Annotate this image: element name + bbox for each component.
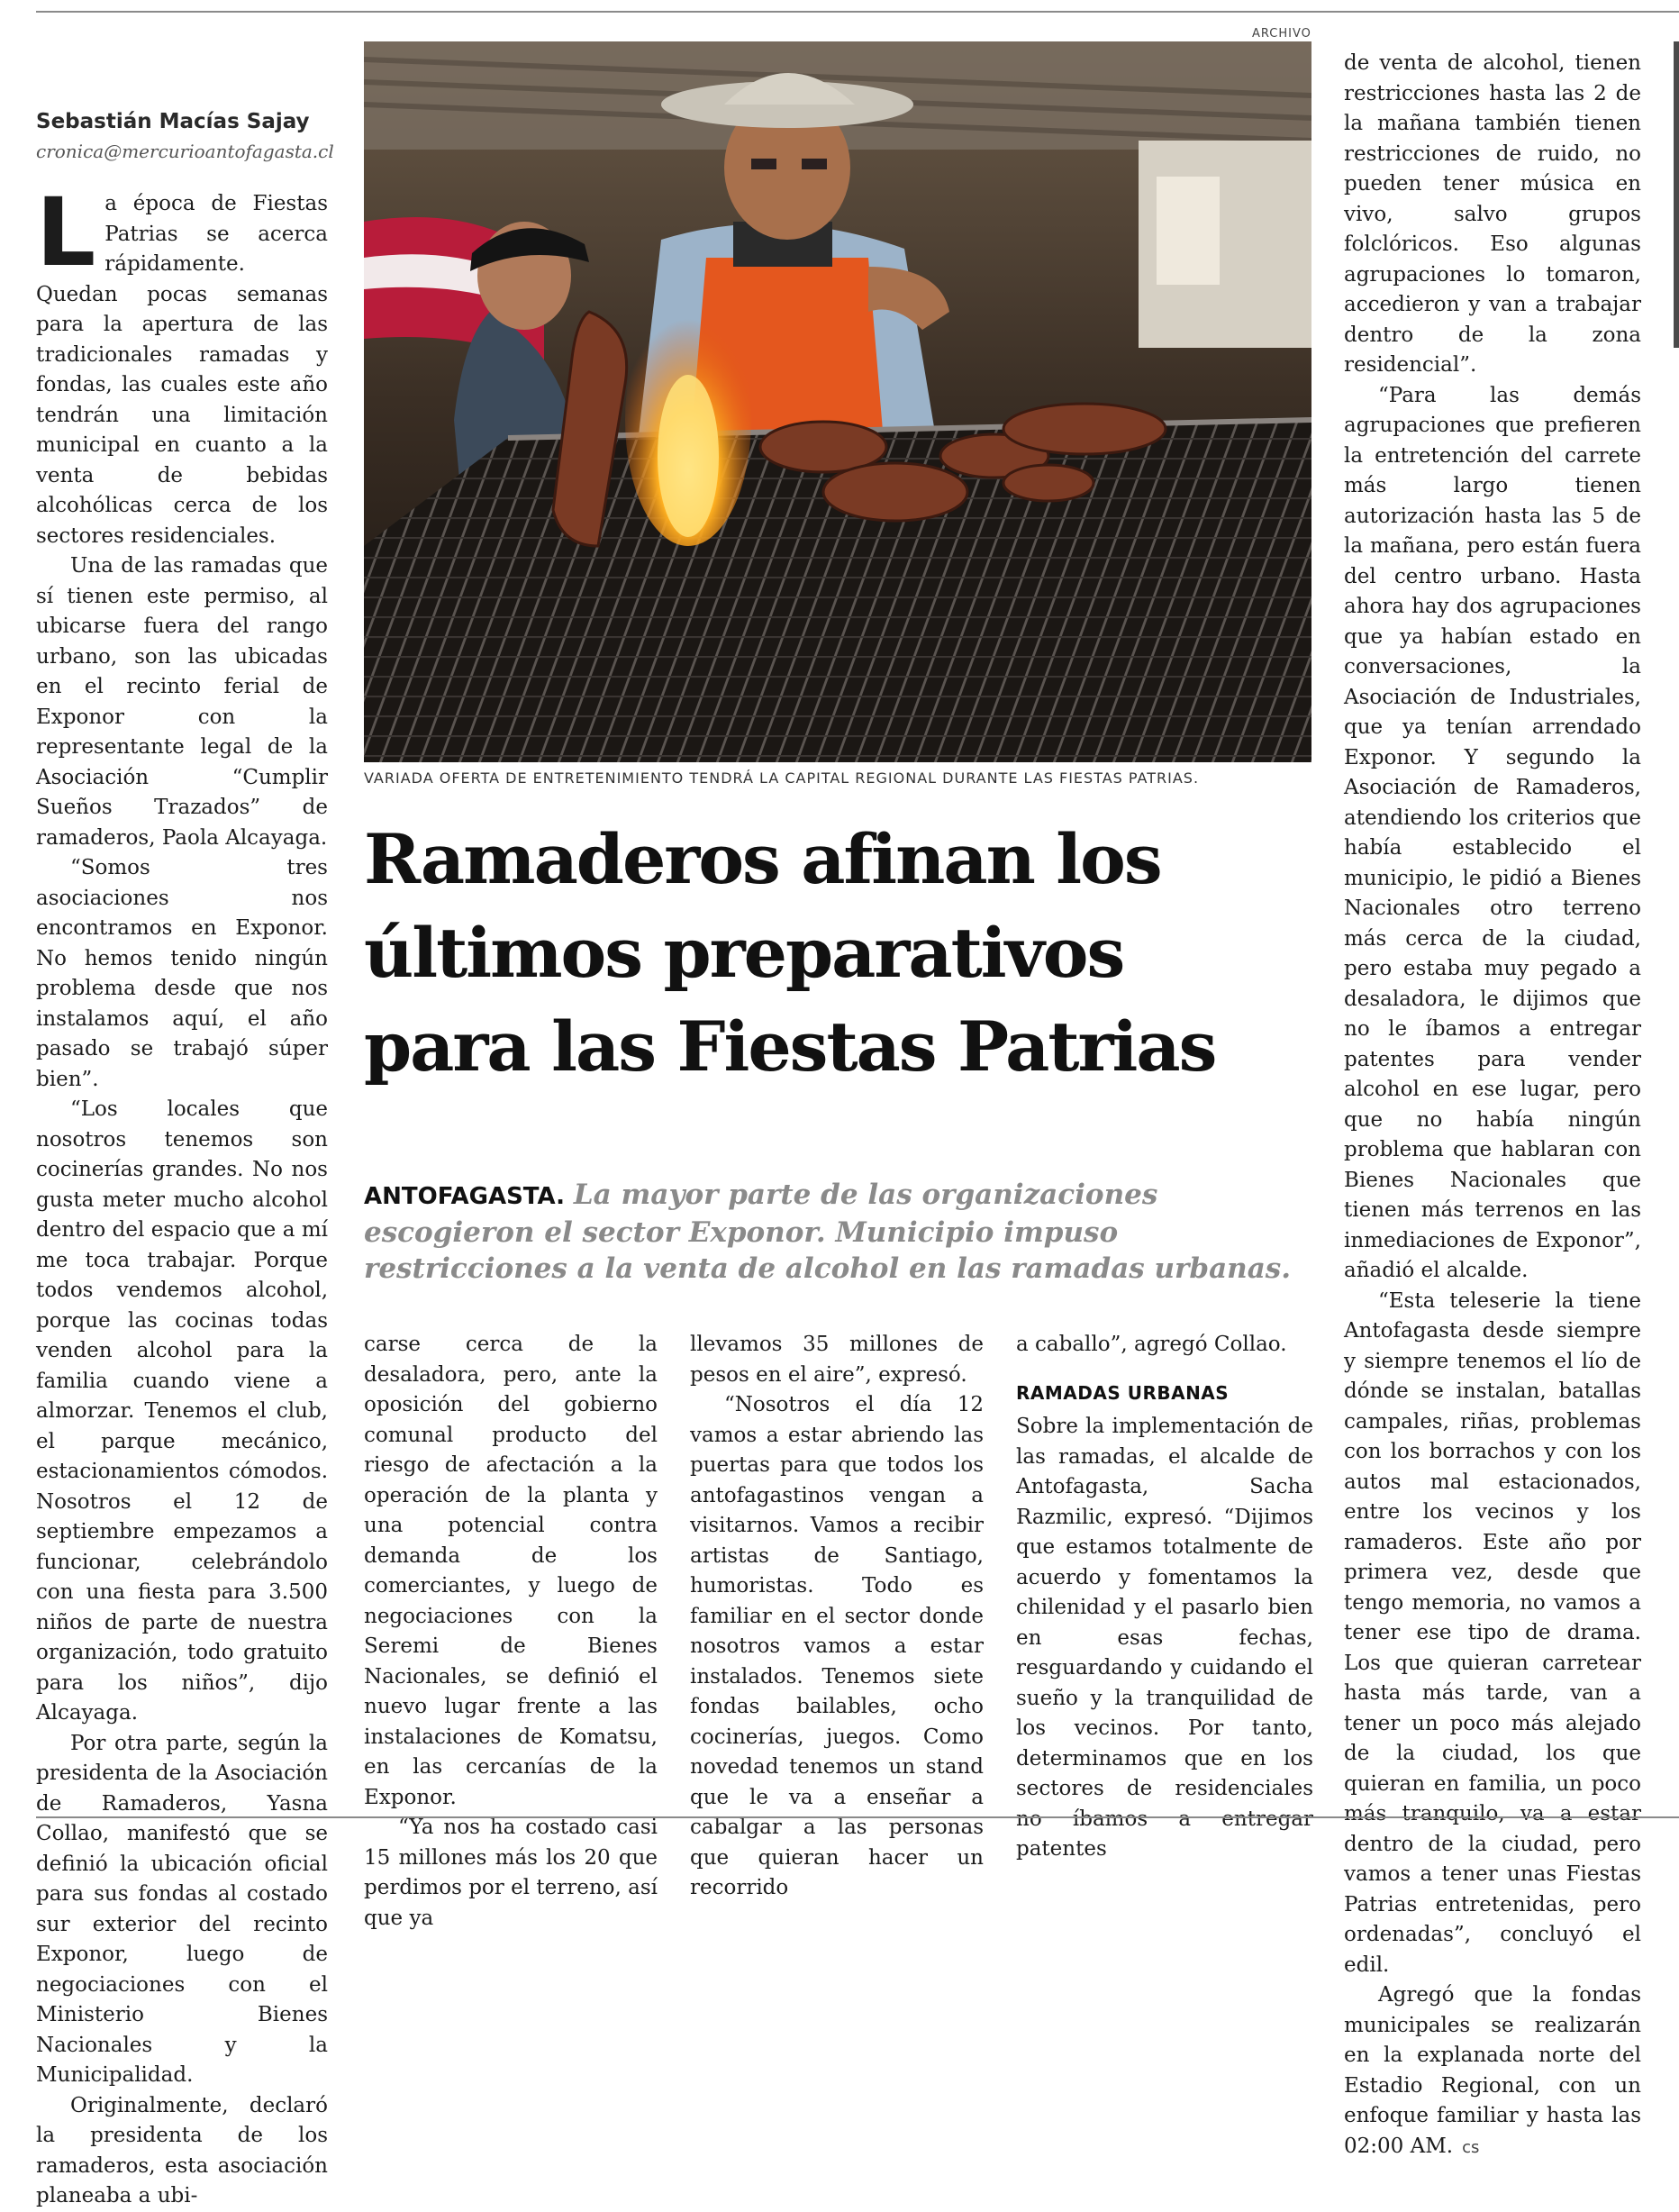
paragraph: a caballo”, agregó Collao. — [1016, 1333, 1287, 1356]
paragraph: carse cerca de la desaladora, pero, ante la oposición del gobierno comunal producto del riesgo de afectación a la operación de la planta y una potencial contra demanda de los comerciantes, y luego de negociaciones con la Seremi de Bienes Nacionales, se definió el nuevo lugar frente a las instalaciones de Komatsu, en las cercanías de la Exponor. — [364, 1333, 658, 1809]
byline-author: Sebastián Macías Sajay — [36, 110, 310, 133]
deck-text: La mayor parte de las organizaciones escogieron el sector Exponor. Municipio impuso restricciones a la venta de alcohol en las ramadas urbanas. — [364, 1179, 1292, 1285]
top-rule — [36, 11, 1679, 13]
paragraph: “Para las demás agrupaciones que prefieren la entretención del carrete más largo tienen autorización hasta las 5 de la mañana, pero están fuera del centro urbano. Hasta ahora hay dos agrupaciones que ya habían estado en conversaciones, la Asociación de Industriales, que ya tenían arrendado Exponor. Y segundo la Asociación de Ramaderos, atendiendo los criterios que había establecido el municipio, le pidió a Bienes Nacionales otro terreno más cerca de la ciudad, pero estaba muy pegado a desaladora, le dijimos que no le íbamos a entregar patentes para vender alcohol en ese lugar, pero que no había ningún problema que hablaran con Bienes Nacionales que tienen más terrenos en las inmediaciones de Exponor”, añadió el alcalde. — [1344, 383, 1641, 1282]
article-deck — [364, 1177, 1311, 1287]
paragraph: “Ya nos ha costado casi 15 millones más los 20 que perdimos por el terreno, así que ya — [364, 1816, 658, 1930]
bottom-rule — [36, 1816, 1679, 1818]
headline-line: para las Fiestas Patrias — [364, 1006, 1216, 1087]
dateline: ANTOFAGASTA. — [364, 1183, 566, 1210]
photo-caption: VARIADA OFERTA DE ENTRETENIMIENTO TENDRÁ LA CAPITAL REGIONAL DURANTE LAS FIESTAS PATRIAS. — [364, 769, 1200, 787]
paragraph: Agregó que la fondas municipales se realizarán en la explanada norte del Estadio Regional, con un enfoque familiar y hasta las 02:00 AM. cs — [1344, 1983, 1641, 2158]
photo-credit: ARCHIVO — [1252, 27, 1311, 41]
paragraph: “Los locales que nosotros tenemos son cocinerías grandes. No nos gusta meter mucho alcohol dentro del espacio que a mí me toca trabajar. Porque todos vendemos alcohol, porque las cocinas todas venden alcohol para la familia cuando viene a almorzar. Tenemos el club, el parque mecánico, estacionamientos cómodos. Nosotros el 12 de septiembre empezamos a funcionar, celebrándolo con una fiesta para 3.500 niños de parte de nuestra organización, todo gratuito para los niños”, dijo Alcayaga. — [36, 1097, 328, 1725]
lead-paragraph: La época de Fiestas Patrias se acerca rápidamente. Quedan pocas semanas para la apertura de las tradicionales ramadas y fondas, las cuales este año tendrán una limitación municipal en cuanto a la venta de bebidas alcohólicas cerca de los sectores residenciales. — [36, 178, 328, 548]
byline-email[interactable]: cronica@mercurioantofagasta.cl — [36, 141, 334, 162]
paragraph: Por otra parte, según la presidenta de la Asociación de Ramaderos, Yasna Collao, manifestó que se definió la ubicación oficial para sus fondas al costado sur exterior del recinto Exponor, luego de negociaciones con el Ministerio Bienes Nacionales y la Municipalidad. — [36, 1731, 328, 2087]
paragraph: “Somos tres asociaciones nos encontramos en Exponor. No hemos tenido ningún problema desde que nos instalamos aquí, el año pasado se trabajó súper bien”. — [36, 856, 328, 1091]
adjacent-article-edge — [1674, 41, 1679, 348]
grill-scene-illustration — [364, 41, 1311, 762]
end-of-article-icon: cs — [1462, 2137, 1480, 2157]
drop-cap: L — [36, 178, 96, 287]
headline-line: Ramaderos afinan los — [364, 819, 1161, 899]
article-column-left — [36, 178, 328, 2212]
article-column-right — [1344, 49, 1641, 2162]
paragraph: Originalmente, declaró la presidenta de los ramaderos, esta asociación planeaba a ubi- — [36, 2093, 328, 2207]
paragraph: “Esta teleserie la tiene Antofagasta desde siempre y siempre tenemos el lío de dónde se instalan, batallas campales, riñas, problemas con los borrachos y con los autos mal estacionados, entre los vecinos y los ramaderos. Este año por primera vez, desde que tengo memoria, no vamos a tener ese tipo de drama. Los que quieran carretear hasta más tarde, van a tener un poco más alejado de la ciudad, los que quieran en familia, un poco más tranquilo, va a estar dentro de la ciudad, pero vamos a tener unas Fiestas Patrias entretenidas, pero ordenadas”, concluyó el edil. — [1344, 1288, 1641, 1977]
article-photo — [364, 41, 1311, 762]
section-subhead: RAMADAS URBANAS — [1016, 1381, 1230, 1404]
paragraph: “Nosotros el día 12 vamos a estar abriendo las puertas para que todos los antofagastinos vengan a visitarnos. Vamos a recibir artistas de Santiago, humoristas. Todo es familiar en el sector donde nosotros vamos a estar instalados. Tenemos siete fondas bailables, ocho cocinerías, juegos. Como novedad tenemos un stand que le va a enseñar a cabalgar a las personas que quieran hacer un recorrido — [690, 1393, 984, 1899]
paragraph: de venta de alcohol, tienen restricciones hasta las 2 de la mañana también tienen restricciones de ruido, no pueden tener música en vivo, salvo grupos folclóricos. Eso algunas agrupaciones lo tomaron, accedieron y van a trabajar dentro de la zona residencial”. — [1344, 51, 1641, 377]
paragraph: llevamos 35 millones de pesos en el aire”, expresó. — [690, 1333, 984, 1387]
headline-line: últimos preparativos — [364, 913, 1124, 993]
article-column-bottom-3 — [1016, 1330, 1313, 1865]
article-column-bottom-1 — [364, 1330, 658, 1934]
article-headline — [364, 813, 1319, 1094]
paragraph: Una de las ramadas que sí tienen este permiso, al ubicarse fuera del rango urbano, son las ubicadas en el recinto ferial de Exponor con la representante legal de la Asociación “Cumplir Sueños Trazados” de ramaderos, Paola Alcayaga. — [36, 554, 328, 850]
paragraph: Sobre la implementación de las ramadas, el alcalde de Antofagasta, Sacha Razmilic, expresó. “Dijimos que estamos totalmente de acuerdo y fomentamos la chilenidad y el pasarlo bien en esas fechas, resguardando y cuidando el sueño y la tranquilidad de los vecinos. Por tanto, determinamos que en los sectores de residenciales no íbamos a entregar patentes — [1016, 1415, 1313, 1861]
